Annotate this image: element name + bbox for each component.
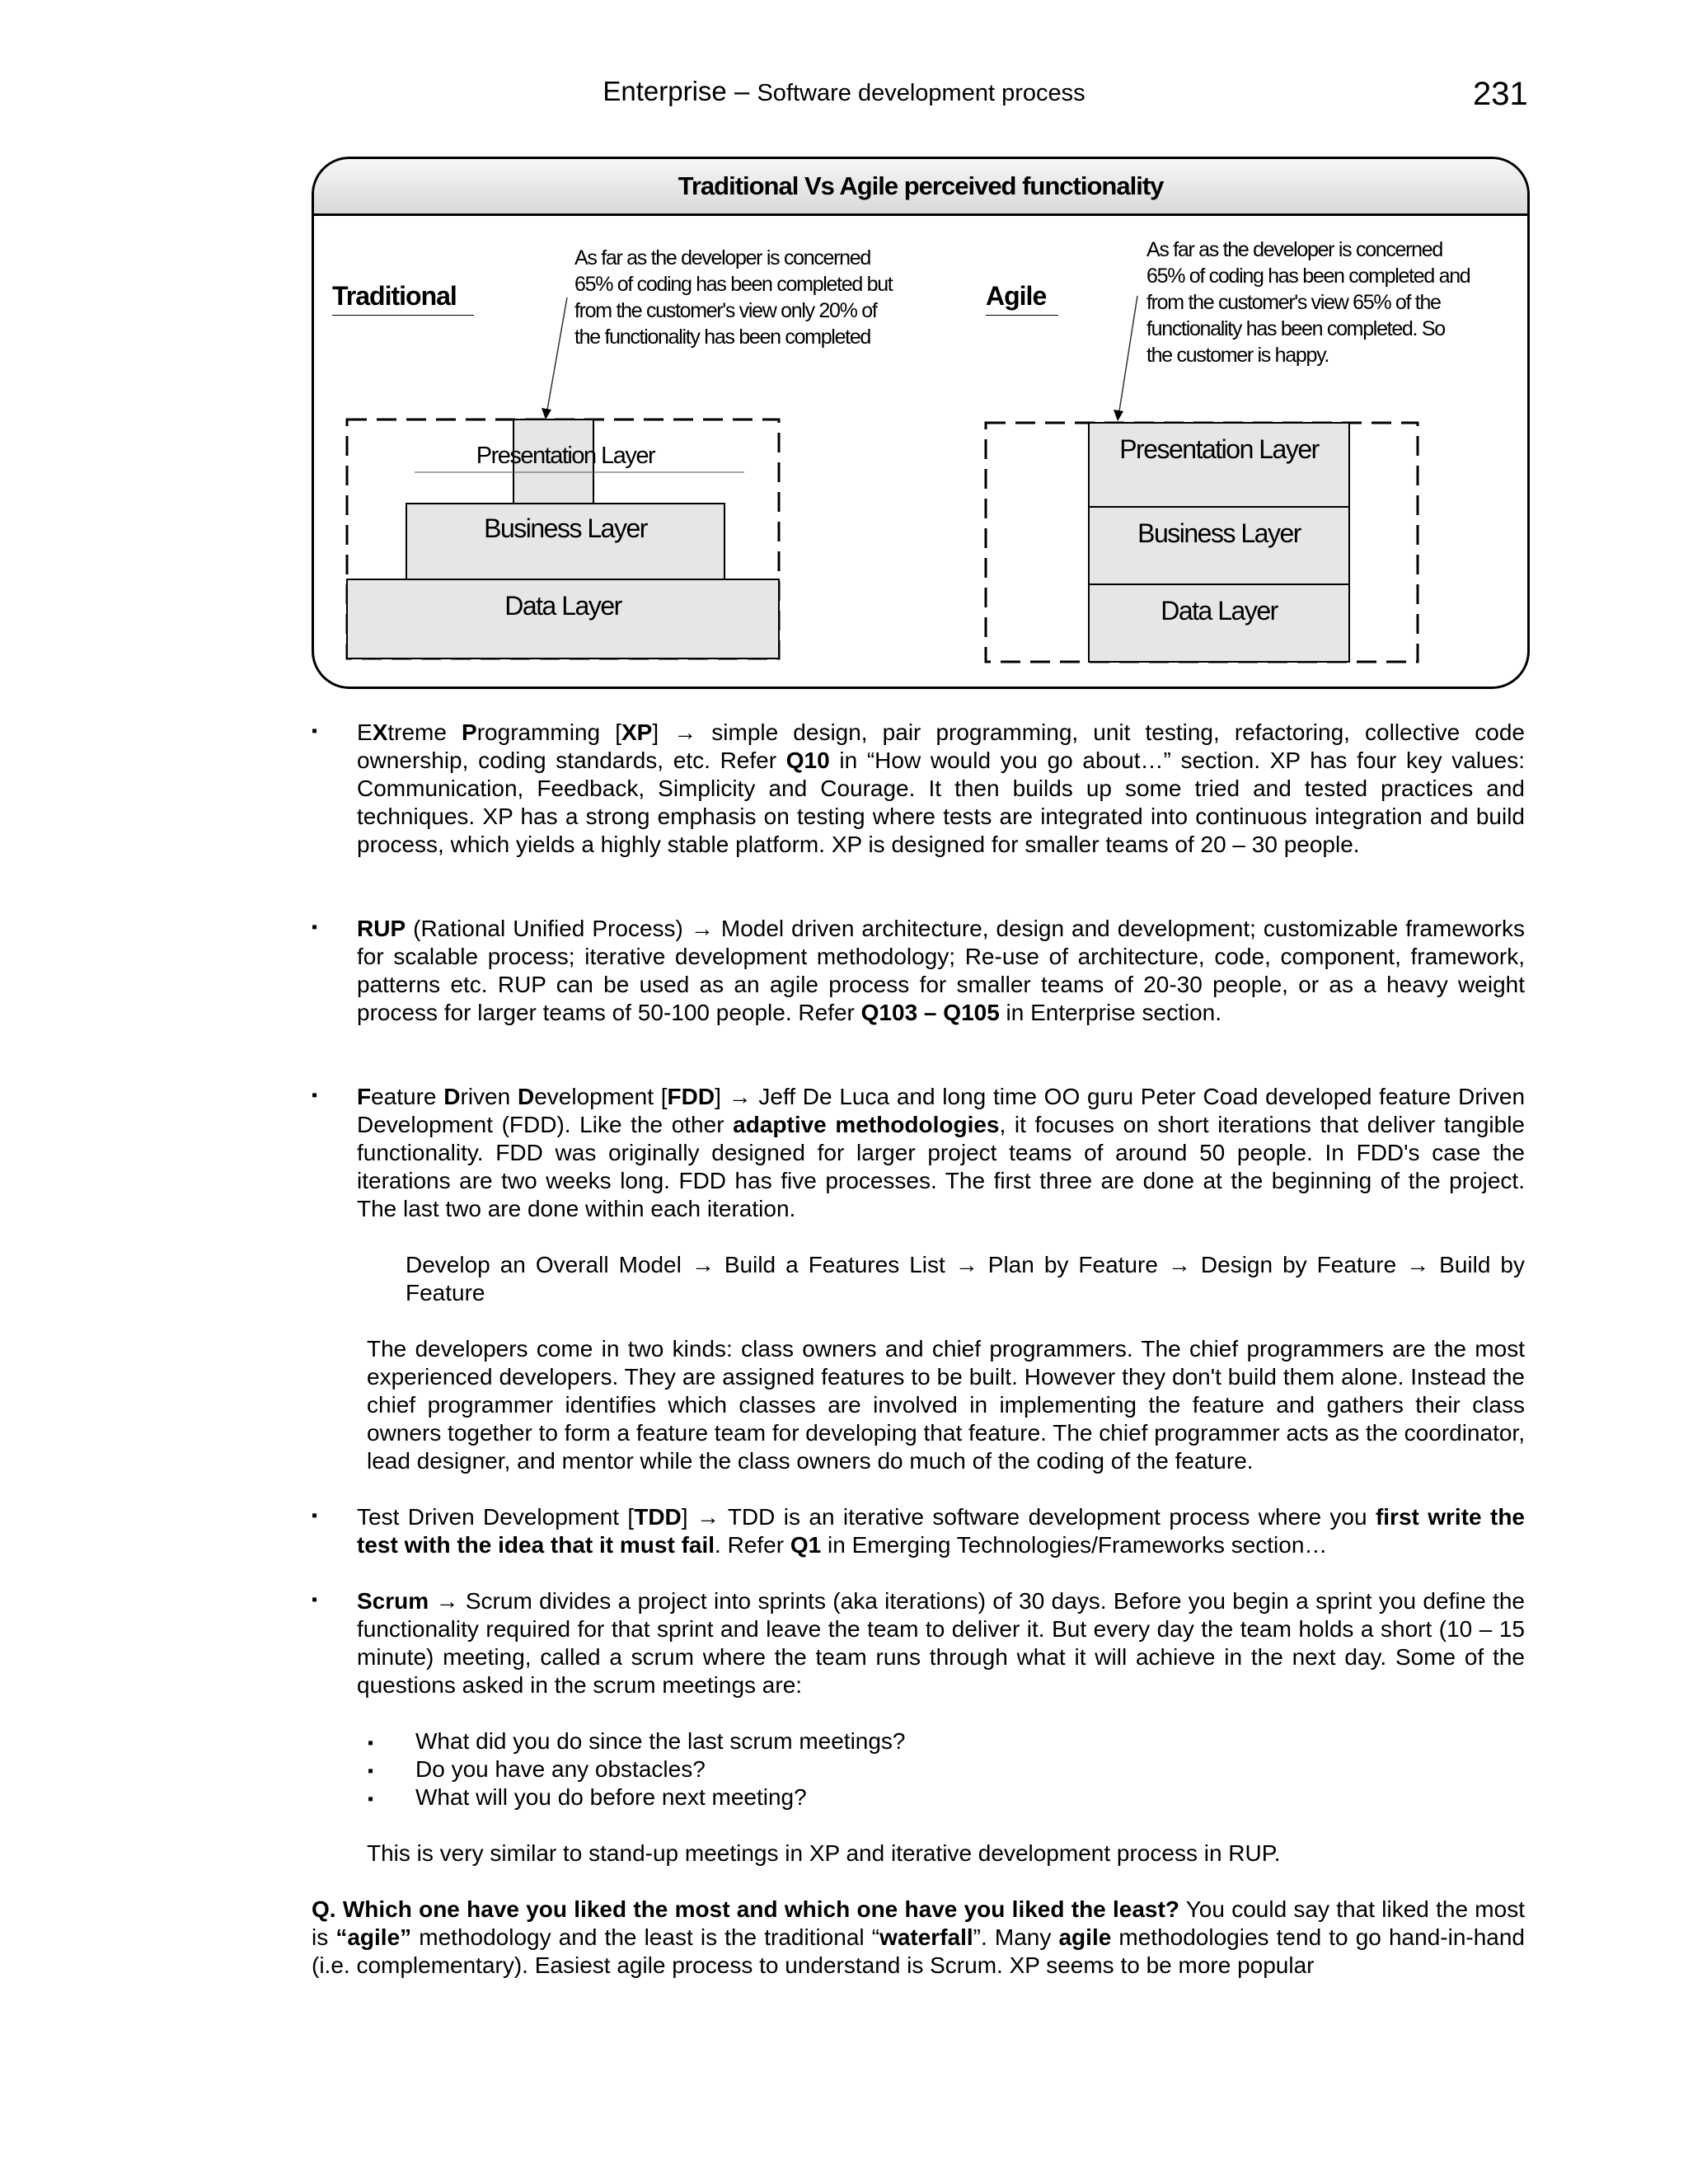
traditional-label: Traditional [332,281,474,316]
scrum-paragraph [357,1587,1525,1699]
fdd-emphasis: adaptive methodologies [733,1112,1000,1137]
tdd-emphasis: first write the test with the idea that it must fail [357,1504,1525,1558]
fdd-text: riven [460,1084,518,1109]
question-text: methodologies tend to go hand-in-hand (i.e. complementary). Easiest agile process to understand is Scrum. XP seems to be more popular [312,1924,1526,1978]
xp-initial: P [462,719,477,745]
traditional-callout-line [546,298,567,415]
bullet-marker: ▪ [368,1790,374,1808]
xp-text: rogramming [ [476,719,621,745]
fdd-process-flow: Develop an Overall Model → Build a Features List → Plan by Feature → Design by Feature → Build by Feature [406,1252,1525,1305]
agile-presentation-label: Presentation Layer [1119,434,1319,464]
fdd-text: evelopment [ [534,1084,668,1109]
question-emphasis: agile [1058,1924,1112,1950]
xp-paragraph [357,719,1525,859]
xp-text: ] → simple design, pair programming, unit testing, refactoring, collective code ownership, coding standards, etc. Refer [357,719,1525,773]
bullet-marker: ▪ [312,1591,318,1609]
question-text: methodology and the least is the traditional “ [411,1924,880,1950]
tdd-question-ref: Q1 [790,1532,822,1558]
fdd-abbr: FDD [667,1084,715,1109]
rup-question-ref: Q103 – Q105 [860,1000,1000,1025]
xp-text: treme [387,719,462,745]
xp-initial: X [372,719,388,745]
question-paragraph [312,1896,1525,1980]
traditional-business-label: Business Layer [484,513,647,543]
traditional-caption [574,245,892,350]
comparison-figure [312,157,1530,689]
traditional-data-label: Data Layer [504,591,621,621]
list-item [363,1755,906,1783]
rup-text: in Enterprise section. [999,1000,1222,1025]
bullet-marker: ▪ [312,1086,318,1104]
bullet-marker: ▪ [312,1507,318,1525]
rup-name: RUP [357,916,406,941]
agile-callout-line [1118,296,1137,416]
question-text: ”. Many [973,1924,1059,1950]
agile-caption-line: functionality has been completed. So [1146,317,1445,340]
list-item-text: What will you do before next meeting? [415,1784,807,1810]
tdd-text: Test Driven Development [ [357,1504,635,1530]
agile-caption-line: from the customer's view 65% of the [1146,291,1441,314]
fdd-initial: D [443,1084,461,1109]
page-number: 231 [1473,76,1528,112]
tdd-text: ] → TDD is an iterative software development process where you [681,1504,1376,1530]
xp-abbr: XP [621,719,653,745]
traditional-caption-line: the functionality has been completed [574,326,871,349]
tdd-text: . Refer [715,1532,790,1558]
header-subtitle: Software development process [757,80,1085,106]
question-emphasis: “agile” [335,1924,412,1950]
fdd-initial: D [517,1084,535,1109]
agile-caption-line: the customer is happy. [1146,344,1329,367]
xp-question-ref: Q10 [785,748,830,773]
list-item-text: Do you have any obstacles? [415,1756,706,1782]
tdd-paragraph [357,1503,1525,1559]
fdd-text: eature [371,1084,444,1109]
question-text: You could say that liked the most is [312,1896,1525,1950]
scrum-name: Scrum [357,1588,429,1614]
rup-text: (Rational Unified Process) → Model driven architecture, design and development; customizable frameworks for scalable process; iterative development methodology; Re-use of architecture, code, component, framework, patterns etc. RUP can be used as an agile process for smaller teams of 20-30 people, or as a heavy weight process for larger teams of 50-100 people. Refer [357,916,1525,1025]
xp-text: E [357,719,373,745]
fdd-paragraph [357,1083,1525,1223]
tdd-abbr: TDD [634,1504,682,1530]
header-dash: – [734,76,750,106]
agile-label: Agile [986,281,1058,316]
fdd-initial: F [357,1084,372,1109]
scrum-text: → Scrum divides a project into sprints (aka iterations) of 30 days. Before you begin a sprint you define the functionality required for that sprint and leave the team to deliver it. But every day the team holds a short (10 – 15 minute) meeting, called a scrum where the team runs through what it will achieve in the next day. Some of the questions asked in the scrum meetings are: [357,1588,1525,1698]
fdd-developers-paragraph: The developers come in two kinds: class owners and chief programmers. The chief programmers are the most experienced developers. They are assigned features to be built. However they don't build them alone. Instead the chief programmer identifies which classes are involved in implementing the feature and gathers their class owners together to form a feature team for developing that feature. The chief programmer acts as the coordinator, lead designer, and mentor while the class owners do much of the coding of the feature. [367,1336,1525,1474]
xp-text: in “How would you go about…” section. XP has four key values: Communication, Feedback, Simplicity and Courage. It then builds up some tried and tested practices and techniques. XP has a strong emphasis on testing where tests are integrated into continuous integration and build process, which yields a highly stable platform. XP is designed for smaller teams of 20 – 30 people. [357,748,1525,857]
traditional-caption-line: As far as the developer is concerned [574,246,870,269]
header-section: Enterprise [603,76,727,106]
agile-caption-line: 65% of coding has been completed and [1146,265,1470,288]
agile-business-label: Business Layer [1137,518,1301,548]
agile-caption-line: As far as the developer is concerned [1146,238,1442,261]
list-item-text: What did you do since the last scrum meetings? [415,1728,906,1754]
agile-caption [1146,237,1470,368]
bullet-marker: ▪ [368,1762,374,1780]
bullet-marker: ▪ [312,722,318,740]
traditional-caption-line: from the customer's view only 20% of [574,299,877,322]
running-header [0,76,1688,107]
traditional-callout-arrowhead [542,408,551,419]
figure-title: Traditional Vs Agile perceived functionality [314,159,1527,216]
scrum-questions-list [363,1727,906,1811]
scrum-similarity-note: This is very similar to stand-up meetings in XP and iterative development process in RUP. [367,1840,1281,1866]
agile-data-label: Data Layer [1160,596,1278,626]
fdd-text: , it focuses on short iterations that deliver tangible functionality. FDD was originally designed for larger project teams of around 50 people. In FDD's case the iterations are two weeks long. FDD has five processes. The first three are done at the beginning of the project. The last two are done within each iteration. [357,1112,1525,1221]
bullet-marker: ▪ [312,918,318,936]
list-item [363,1783,906,1811]
list-item [363,1727,906,1755]
question-emphasis: waterfall [879,1924,973,1950]
question-heading: Q. Which one have you liked the most and which one have you liked the least? [312,1896,1179,1922]
bullet-marker: ▪ [368,1734,374,1752]
rup-paragraph [357,915,1525,1027]
traditional-caption-line: 65% of coding has been completed but [574,273,893,296]
traditional-presentation-label: Presentation Layer [476,443,655,469]
fdd-text: ] → Jeff De Luca and long time OO guru Peter Coad developed feature Driven Development (FDD). Like the other [357,1084,1526,1137]
tdd-text: in Emerging Technologies/Frameworks section… [821,1532,1328,1558]
agile-callout-arrowhead [1114,410,1123,421]
